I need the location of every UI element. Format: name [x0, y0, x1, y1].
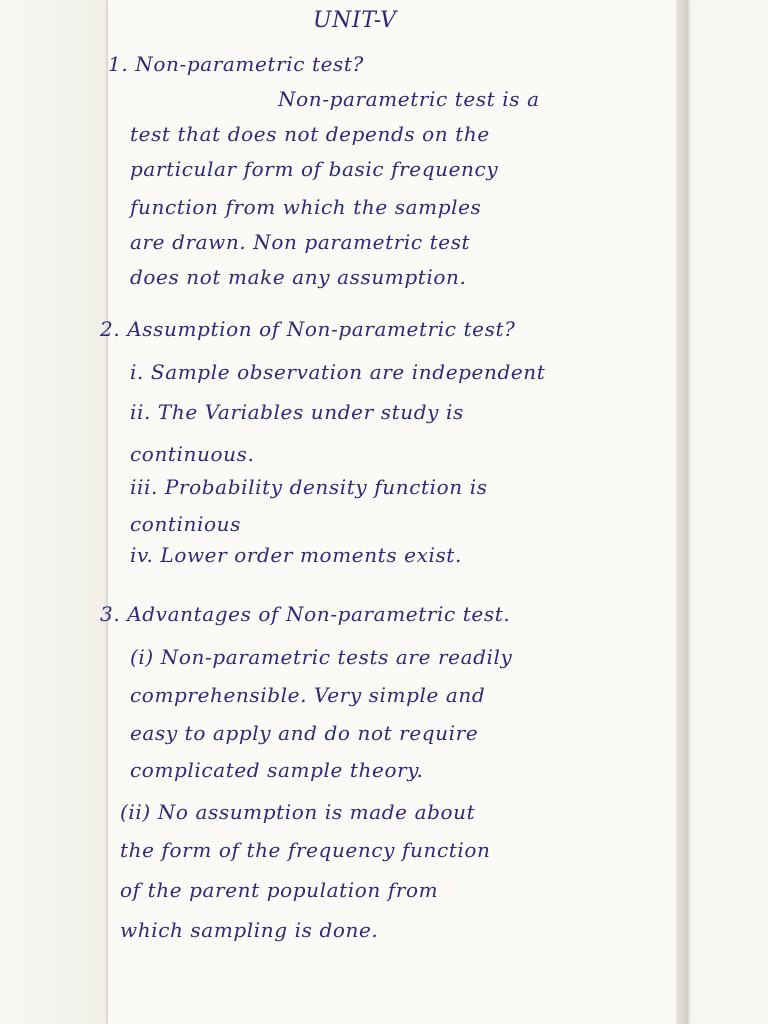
- section-2-line-5: continious: [130, 512, 242, 536]
- section-1-line-2: test that does not depends on the: [130, 122, 490, 146]
- section-1-line-5: are drawn. Non parametric test: [130, 230, 471, 254]
- section-2-line-6: iv. Lower order moments exist.: [130, 543, 462, 567]
- section-2-line-1: i. Sample observation are independent: [130, 360, 546, 384]
- notebook-binding: [0, 0, 108, 1024]
- section-3-line-1: (i) Non-parametric tests are readily: [130, 645, 513, 669]
- section-1-line-6: does not make any assumption.: [130, 265, 467, 289]
- page-edge: [676, 0, 688, 1024]
- section-2-heading: 2. Assumption of Non-parametric test?: [100, 317, 516, 341]
- section-2-line-3: continuous.: [130, 442, 255, 466]
- section-3-line-7: of the parent population from: [120, 878, 439, 902]
- section-1-line-3: particular form of basic frequency: [130, 157, 499, 181]
- section-3-line-2: comprehensible. Very simple and: [130, 683, 486, 707]
- section-1-heading: 1. Non-parametric test?: [108, 52, 364, 76]
- section-2-line-4: iii. Probability density function is: [130, 475, 488, 499]
- section-3-line-3: easy to apply and do not require: [130, 721, 479, 745]
- section-3-line-4: complicated sample theory.: [130, 758, 424, 782]
- section-2-line-2: ii. The Variables under study is: [130, 400, 464, 424]
- unit-title: UNIT-V: [313, 8, 397, 33]
- section-3-heading: 3. Advantages of Non-parametric test.: [100, 602, 511, 626]
- section-1-line-1: Non-parametric test is a: [278, 87, 540, 111]
- section-3-line-5: (ii) No assumption is made about: [120, 800, 476, 824]
- section-1-line-4: function from which the samples: [130, 195, 482, 219]
- section-3-line-6: the form of the frequency function: [120, 838, 491, 862]
- section-3-line-8: which sampling is done.: [120, 918, 379, 942]
